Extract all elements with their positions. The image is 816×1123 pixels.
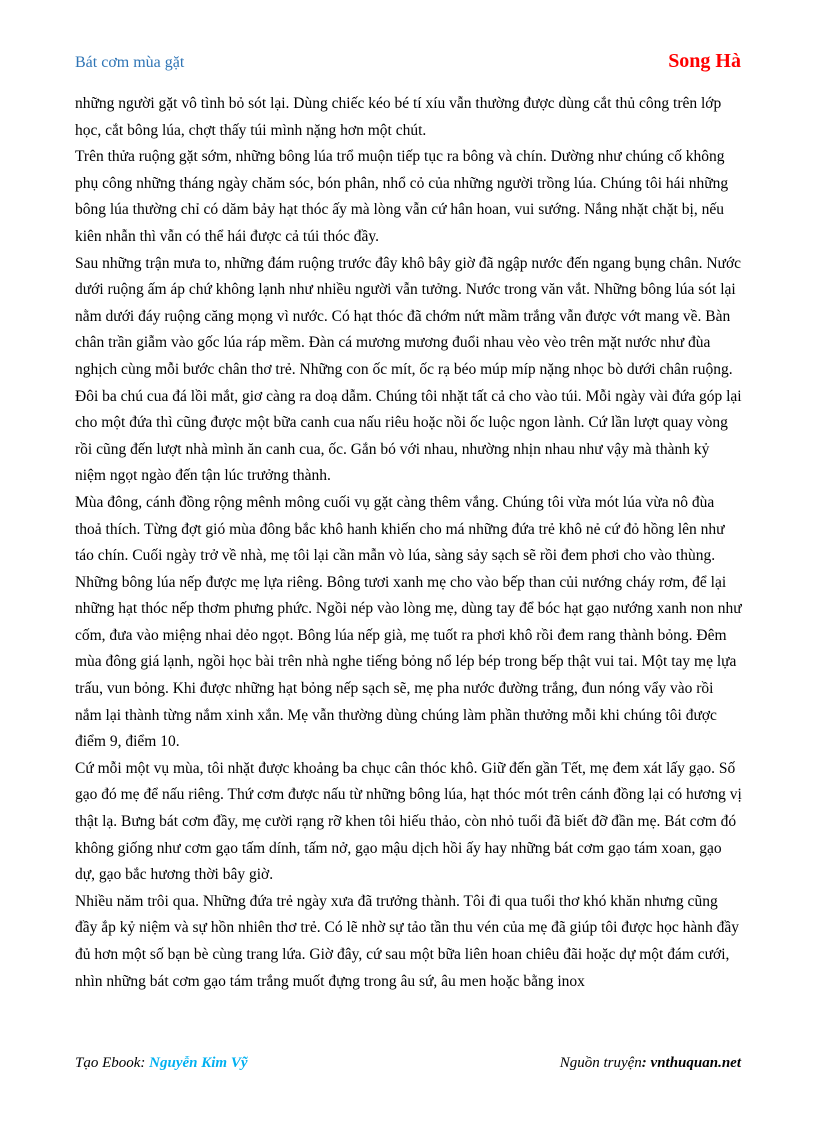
ebook-label: Tạo Ebook	[75, 1055, 141, 1071]
source-separator: :	[641, 1055, 651, 1071]
story-title: Bát cơm mùa gặt	[75, 54, 185, 71]
source-label: Nguồn truyện	[559, 1055, 642, 1071]
paragraph: Nhiều năm trôi qua. Những đứa trẻ ngày xưa đã trưởng thành. Tôi đi qua tuổi thơ khó khăn nhưng cũng đầy ắp kỷ niệm và sự hồn nhiên thơ trẻ. Có lẽ nhờ sự tảo tần thu vén của mẹ đã giúp tôi được học hành đầy đủ hơn một số bạn bè cùng trang lứa. Giờ đây, cứ sau một bữa liên hoan chiêu đãi hoặc dự một đám cưới, nhìn những bát cơm gạo tám trắng muốt đựng trong âu sứ, âu men hoặc bằng inox	[75, 892, 740, 990]
story-body	[75, 91, 743, 995]
page-header	[75, 50, 741, 76]
author-name: Song Hà	[668, 50, 741, 72]
paragraph: những người gặt vô tình bỏ sót lại. Dùng chiếc kéo bé tí xíu vẫn thường được dùng cắt thủ công trên lớp học, cắt bông lúa, chợt thấy túi mình nặng hơn một chút.	[75, 95, 722, 139]
paragraph: Mùa đông, cánh đồng rộng mênh mông cuối vụ gặt càng thêm vắng. Chúng tôi vừa mót lúa vừa nô đùa thoả thích. Từng đợt gió mùa đông bắc khô hanh khiến cho má những đứa trẻ khô nẻ cứ đỏ hồng lên như táo chín. Cuối ngày trở về nhà, mẹ tôi lại cần mẫn vò lúa, sàng sảy sạch sẽ rồi đem phơi cho vào thùng. Những bông lúa nếp được mẹ lựa riêng. Bông tươi xanh mẹ cho vào bếp than củi nướng cháy rơm, để lại những hạt thóc nếp thơm phưng phức. Ngồi nép vào lòng mẹ, dùng tay để bóc hạt gạo nướng xanh non như cốm, đưa vào miệng nhai dẻo ngọt. Bông lúa nếp già, mẹ tuốt ra phơi khô rồi đem rang thành bỏng. Đêm mùa đông giá lạnh, ngồi học bài trên nhà nghe tiếng bỏng nổ lép bép trong bếp thật vui tai. Một tay mẹ lựa trấu, vun bỏng. Khi được những hạt bỏng nếp sạch sẽ, mẹ pha nước đường trắng, đun nóng vẩy vào rồi nắm lại thành từng nắm xinh xắn. Mẹ vẫn thường dùng chúng làm phần thưởng mỗi khi chúng tôi được điểm 9, điểm 10.	[75, 493, 742, 751]
source-site: vnthuquan.net	[650, 1055, 741, 1071]
page-footer	[75, 1055, 741, 1077]
source-credit	[560, 1055, 741, 1072]
paragraph: Sau những trận mưa to, những đám ruộng trước đây khô bây giờ đã ngập nước đến ngang bụng chân. Nước dưới ruộng ấm áp chứ không lạnh như nhiều người vẫn tưởng. Nước trong văn vắt. Những bông lúa sót lại nằm dưới đáy ruộng căng mọng vì nước. Có hạt thóc đã chớm nứt mầm trắng vẫn được vớt mang về. Bàn chân trần giẫm vào gốc lúa ráp mềm. Đàn cá mương mương đuổi nhau vèo vèo trên mặt nước như đùa nghịch cùng mỗi bước chân thơ trẻ. Những con ốc mít, ốc rạ béo múp míp nặng nhọc bò dưới chân ruộng. Đôi ba chú cua đá lồi mắt, giơ càng ra doạ dẫm. Chúng tôi nhặt tất cả cho vào túi. Mỗi ngày vài đứa góp lại cho một đứa thì cũng được một bữa canh cua nấu riêu hoặc nồi ốc luộc ngon lành. Cứ lần lượt quay vòng rồi cũng đến lượt nhà mình ăn canh cua, ốc. Gắn bó với nhau, nhường nhịn nhau như vậy mà thành kỷ niệm ngọt ngào đến tận lúc trưởng thành.	[75, 254, 742, 485]
ebook-credit	[75, 1055, 248, 1072]
ebook-creator-name: Nguyễn Kim Vỹ	[149, 1055, 248, 1071]
ebook-separator: :	[140, 1055, 150, 1071]
paragraph: Cứ mỗi một vụ mùa, tôi nhặt được khoảng ba chục cân thóc khô. Giữ đến gần Tết, mẹ đem xát lấy gạo. Số gạo đó mẹ để nấu riêng. Thứ cơm được nấu từ những bông lúa, hạt thóc mót trên cánh đồng lại có hương vị thật lạ. Bưng bát cơm đầy, mẹ cười rạng rỡ khen tôi hiếu thảo, còn nhỏ tuổi đã biết đỡ đần mẹ. Bát cơm đó không giống như cơm gạo tấm dính, tấm nở, gạo mậu dịch hồi ấy hay những bát cơm gạo tám xoan, gạo dự, gạo bắc hương thời bây giờ.	[75, 759, 742, 884]
paragraph: Trên thửa ruộng gặt sớm, những bông lúa trổ muộn tiếp tục ra bông và chín. Dường như chúng cố không phụ công những tháng ngày chăm sóc, bón phân, nhổ cỏ của những người trồng lúa. Chúng tôi hái những bông lúa thường chỉ có dăm bảy hạt thóc ấy mà lòng vẫn cứ hân hoan, vui sướng. Nắng nhặt chặt bị, nếu kiên nhẫn thì vẫn có thể hái được cả túi thóc đầy.	[75, 148, 729, 245]
